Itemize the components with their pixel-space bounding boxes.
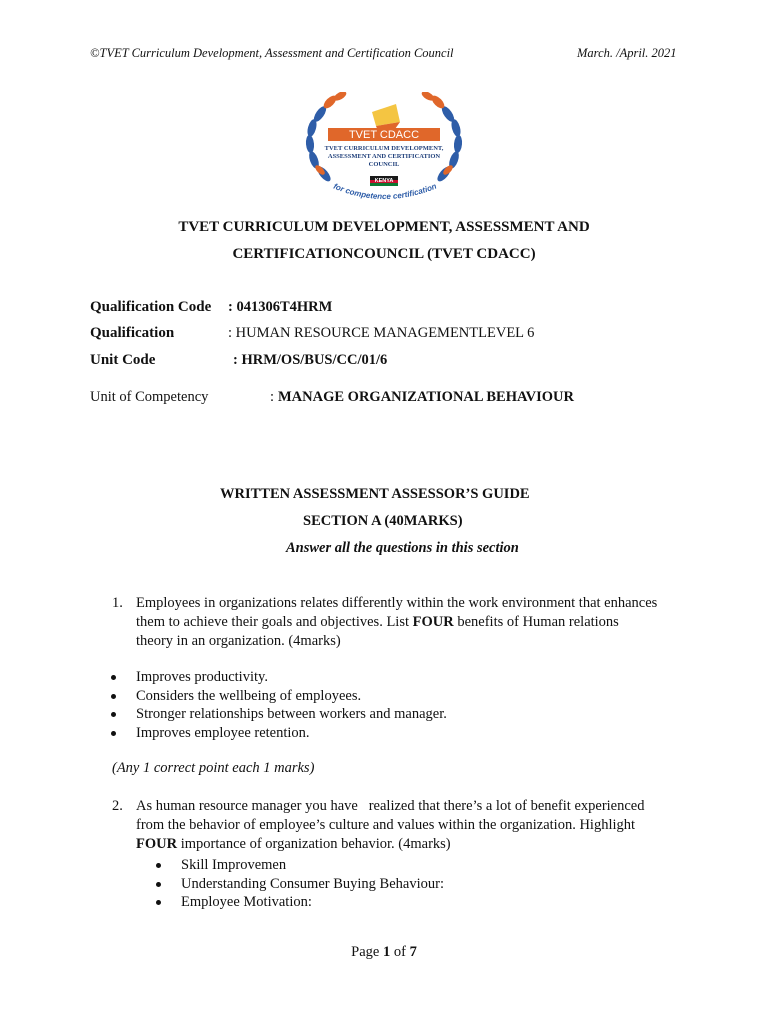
list-item: Stronger relationships between workers and manager. [136,705,447,724]
header-council-name: ©TVET Curriculum Development, Assessment and Certification Council [90,46,454,60]
qualification-label: Qualification [90,325,175,341]
header-date: March. /April. 2021 [577,46,677,60]
question-2-text [136,797,644,854]
question-2-answers [181,856,444,912]
assessor-guide-title: WRITTEN ASSESSMENT ASSESSOR’S GUIDE [220,486,530,502]
unit-code-value: : HRM/OS/BUS/CC/01/6 [233,352,388,368]
council-title-line1: TVET CURRICULUM DEVELOPMENT, ASSESSMENT AND [178,219,590,235]
question-2-line-3: FOUR importance of organization behavior. (4marks) [136,836,451,852]
list-item: Skill Improvemen [181,856,444,875]
qualification-code-label: Qualification Code [90,299,212,315]
tvet-cdacc-logo [300,92,468,210]
svg-text:ASSESSMENT AND CERTIFICATION: ASSESSMENT AND CERTIFICATION [327,153,441,160]
question-1-line-2: them to achieve their goals and objectives. List FOUR benefits of Human relations [136,614,619,630]
bullet-icon [111,731,116,736]
unit-of-competency-label: Unit of Competency [90,389,209,405]
svg-text:TVET CDACC: TVET CDACC [348,129,420,141]
list-item: Employee Motivation: [181,893,444,912]
bullet-icon [156,882,161,887]
svg-text:KENYA: KENYA [374,178,394,184]
question-1-line-1: Employees in organizations relates differently within the work environment that enhances [136,595,658,611]
qualification-code-value: : 041306T4HRM [228,299,333,315]
question-2-line-2: from the behavior of employee’s culture and values within the organization. Highlight [136,817,636,833]
question-2-line-1: As human resource manager you have realized that there’s a lot of benefit experienced [136,798,645,814]
svg-text:TVET CURRICULUM DEVELOPMENT,: TVET CURRICULUM DEVELOPMENT, [324,145,444,152]
list-item: Considers the wellbeing of employees. [136,687,447,706]
list-item: Understanding Consumer Buying Behaviour: [181,875,444,894]
list-item: Improves employee retention. [136,724,447,743]
svg-text:COUNCIL: COUNCIL [368,161,400,168]
unit-of-competency-value: MANAGE ORGANIZATIONAL BEHAVIOUR [278,389,574,405]
unit-of-competency-colon: : [270,389,275,405]
question-2-number: 2. [112,798,123,814]
question-1-answers [136,668,447,742]
question-1-number: 1. [112,595,123,611]
bullet-icon [111,712,116,717]
bullet-icon [156,863,161,868]
question-1-marking-note: (Any 1 correct point each 1 marks) [112,760,315,776]
svg-text:for competence certification: for competence certification [332,181,438,202]
section-instruction: Answer all the questions in this section [286,540,519,556]
bullet-icon [111,694,116,699]
bullet-icon [156,900,161,905]
section-a-title: SECTION A (40MARKS) [303,513,463,529]
question-1-text [136,594,657,651]
qualification-value: : HUMAN RESOURCE MANAGEMENTLEVEL 6 [228,325,535,341]
bullet-icon [111,675,116,680]
council-title-line2: CERTIFICATIONCOUNCIL (TVET CDACC) [232,246,536,262]
question-1-line-3: theory in an organization. (4marks) [136,633,341,649]
list-item: Improves productivity. [136,668,447,687]
page-number: Page 1 of 7 [351,944,417,960]
unit-code-label: Unit Code [90,352,156,368]
